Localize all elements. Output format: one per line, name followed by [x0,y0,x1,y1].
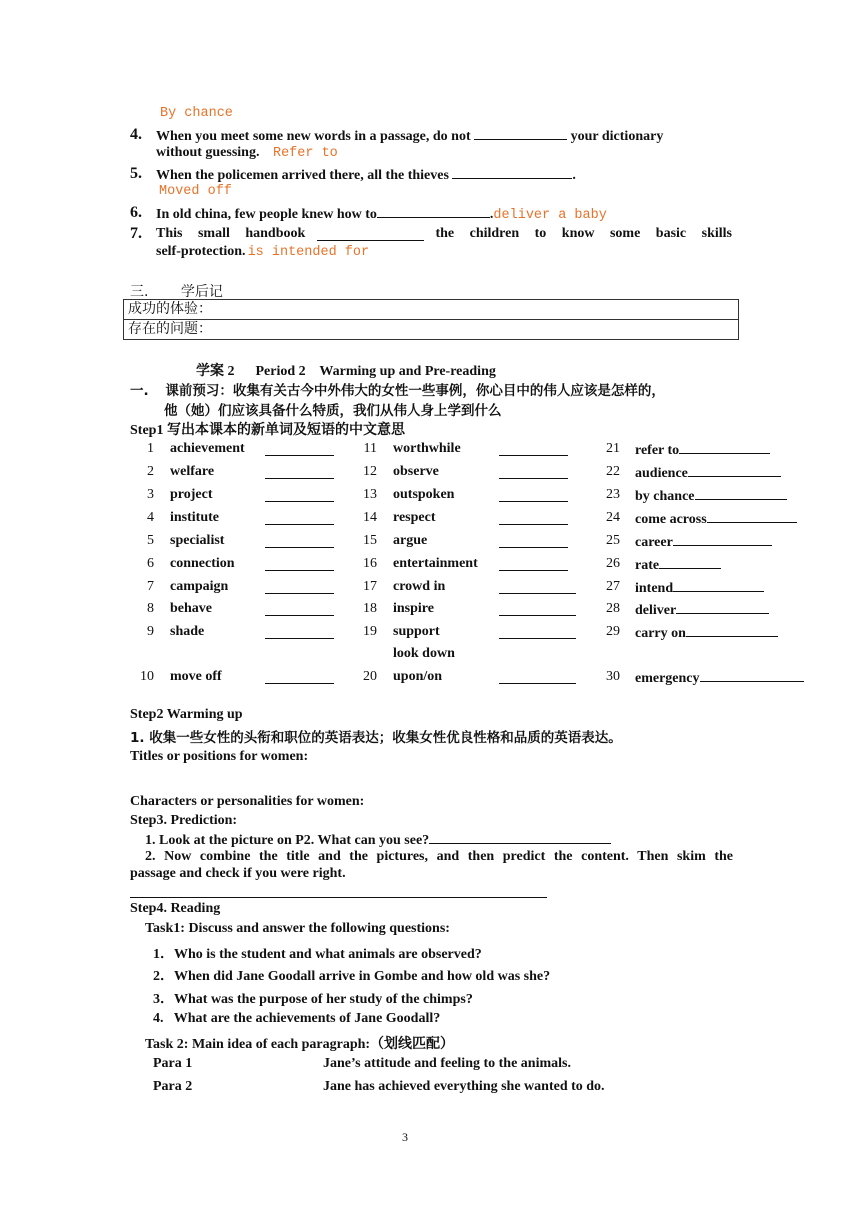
vocab-number: 6 [147,556,154,571]
item-5-end: . [572,168,576,183]
item-4-text-a: When you meet some new words in a passage, do not [156,129,471,144]
vocab-answer-blank[interactable] [265,671,334,684]
vocab-number: 30 [606,669,620,684]
vocab-answer-blank[interactable] [499,603,576,616]
vocab-number: 22 [606,464,620,479]
vocab-word: observe [393,464,439,479]
step3-q2-line2: passage and check if you were right. [130,866,346,881]
vocab-number: 4 [147,510,154,525]
vocab-answer-blank[interactable] [700,669,804,682]
vocab-word: support [393,624,440,639]
task1-question-1: 1．Who is the student and what animals are observed? [153,947,482,962]
step2-item1: 1. 收集一些女性的头衔和职位的英语表达；收集女性优良性格和品质的英语表达。 [130,730,622,746]
vocab-word: entertainment [393,556,478,571]
vocab-word: rate [635,556,721,574]
item-5 [130,165,142,183]
vocab-word: worthwhile [393,441,461,456]
vocab-word: intend [635,579,764,597]
vocab-word: audience [635,464,781,482]
step3-q1-blank[interactable] [429,831,611,844]
page-number: 3 [402,1130,408,1144]
vocab-word: carry on [635,624,778,642]
item-6-text: In old china, few people knew how to [156,207,377,222]
vocab-answer-blank[interactable] [499,671,576,684]
vocab-word: connection [170,556,235,571]
vocab-word: deliver [635,601,769,619]
reflection-table [123,299,739,340]
vocab-answer-blank[interactable] [673,579,764,592]
reflection-row-success[interactable]: 成功的体验： [128,301,212,317]
vocab-number: 12 [363,464,377,479]
vocab-word: emergency [635,669,804,687]
item-4-line2 [156,145,338,161]
item-6-end: . [489,207,494,222]
vocab-answer-blank[interactable] [686,624,778,637]
vocab-answer-blank[interactable] [676,601,769,614]
titles-label: Titles or positions for women: [130,749,309,764]
vocab-answer-blank[interactable] [688,464,781,477]
vocab-number: 17 [363,579,377,594]
vocab-number: 21 [606,441,620,456]
para-1-idea[interactable]: Jane’s attitude and feeling to the animals. [323,1056,571,1071]
reflection-heading [130,281,223,301]
vocab-number: 27 [606,579,620,594]
item-5-number: 5. [130,165,142,182]
item-4-blank[interactable] [474,127,567,140]
reflection-title: 学后记 [180,284,223,300]
item-4-line1 [156,127,663,145]
item-7 [130,225,142,243]
para-2-label: Para 2 [153,1079,193,1094]
item-7-line1 [156,226,732,242]
item-4-number: 4. [130,126,142,143]
vocab-word: behave [170,601,212,616]
answer-item3: By chance [160,106,233,121]
item-4-text-b: your dictionary [570,129,664,144]
answer-item4: Refer to [272,146,338,161]
lesson-title: 学案 2 Period 2 Warming up and Pre-reading [196,364,496,379]
vocab-answer-blank[interactable] [499,489,568,502]
vocab-answer-blank[interactable] [265,512,334,525]
vocab-word: refer to [635,441,770,459]
vocab-number: 9 [147,624,154,639]
vocab-number: 23 [606,487,620,502]
vocab-word: crowd in [393,579,446,594]
vocab-word: institute [170,510,219,525]
vocab-word: upon/on [393,669,443,684]
vocab-word: by chance [635,487,787,505]
vocab-word: move off [170,669,222,684]
vocab-answer-blank[interactable] [499,466,568,479]
step1-title: Step1 写出本课本的新单词及短语的中文意思 [130,423,405,438]
vocab-number: 18 [363,601,377,616]
item-7-text-c: self-protection. [156,244,246,259]
step3-answer-line[interactable] [130,897,547,898]
item-4 [130,126,142,144]
vocab-answer-blank[interactable] [265,489,334,502]
item-5-blank[interactable] [452,166,572,179]
vocab-word: outspoken [393,487,455,502]
vocab-answer-blank[interactable] [265,535,334,548]
item-6-line [156,205,607,223]
vocab-number: 24 [606,510,620,525]
vocab-number: 25 [606,533,620,548]
reflection-row-problems[interactable]: 存在的问题： [124,319,738,339]
vocab-number: 10 [140,669,154,684]
item-4-text-c: without guessing. [156,145,260,160]
step3-title: Step3. Prediction: [130,813,238,828]
vocab-answer-blank[interactable] [673,533,772,546]
item-6 [130,204,142,222]
vocab-answer-blank[interactable] [499,512,568,525]
vocab-word: argue [393,533,428,548]
task1-question-3: 3．What was the purpose of her study of the chimps? [153,992,473,1007]
vocab-answer-blank[interactable] [499,535,568,548]
vocab-answer-blank[interactable] [265,603,334,616]
vocab-word: specialist [170,533,225,548]
vocab-number: 7 [147,579,154,594]
vocab-answer-blank[interactable] [265,466,334,479]
item-7-text-b: the children to know some basic skills [435,226,732,241]
characters-label: Characters or personalities for women: [130,794,365,809]
vocab-answer-blank[interactable] [265,581,334,594]
vocab-number: 29 [606,624,620,639]
vocab-word: project [170,487,213,502]
vocab-answer-blank[interactable] [679,441,770,454]
vocab-number: 15 [363,533,377,548]
task1-question-2: 2．When did Jane Goodall arrive in Gombe and how old was she? [153,969,551,984]
vocab-word: achievement [170,441,245,456]
vocab-word: respect [393,510,436,525]
preview-line1 [130,379,665,399]
vocab-number: 2 [147,464,154,479]
step3-q2-line1: 2. Now combine the title and the pictures, and then predict the content. Then skim the [145,849,733,864]
vocab-word: campaign [170,579,229,594]
item-6-number: 6. [130,204,142,221]
para-1-label: Para 1 [153,1056,193,1071]
vocab-word: welfare [170,464,215,479]
item-7-blank[interactable] [317,228,424,241]
preview-number: 一. [130,383,149,399]
vocab-answer-blank[interactable] [265,626,334,639]
vocab-answer-blank[interactable] [499,558,568,571]
vocab-word: come across [635,510,797,528]
item-7-line2 [156,244,369,260]
vocab-answer-blank[interactable] [707,510,797,523]
preview-line2: 他（她）们应该具备什么特质，我们从伟人身上学到什么 [164,403,502,419]
reflection-number: 三. [130,284,149,300]
answer-item7: is intended for [247,245,370,260]
vocab-answer-blank[interactable] [499,626,576,639]
vocab-number: 28 [606,601,620,616]
item-5-line [156,166,576,184]
vocab-number: 8 [147,601,154,616]
vocab-answer-blank[interactable] [499,581,576,594]
step3-q1 [145,831,611,849]
vocab-number: 19 [363,624,377,639]
para-2-idea[interactable]: Jane has achieved everything she wanted to do. [323,1079,605,1094]
vocab-word: look down [393,646,455,661]
vocab-number: 16 [363,556,377,571]
vocab-word: career [635,533,772,551]
vocab-number: 5 [147,533,154,548]
step3-q1-text: 1. Look at the picture on P2. What can you see? [145,833,430,848]
task1-question-4: 4. What are the achievements of Jane Goodall? [153,1011,441,1026]
step4-title: Step4. Reading [130,901,221,916]
item-7-text-a: This small handbook [156,226,306,241]
preview-text-1: 课前预习：收集有关古今中外伟大的女性一些事例，你心目中的伟人应该是怎样的， [165,383,665,399]
vocab-number: 1 [147,441,154,456]
vocab-number: 20 [363,669,377,684]
vocab-answer-blank[interactable] [265,558,334,571]
item-7-number: 7. [130,225,142,242]
vocab-word: shade [170,624,205,639]
task1-title: Task1: Discuss and answer the following questions: [145,921,450,936]
answer-item5: Moved off [159,184,232,199]
item-5-text: When the policemen arrived there, all the thieves [156,168,449,183]
vocab-number: 26 [606,556,620,571]
item-6-blank[interactable] [377,205,490,218]
task2-title: Task 2: Main idea of each paragraph:（划线匹配） [145,1037,455,1052]
vocab-answer-blank[interactable] [695,487,787,500]
answer-item6: deliver a baby [493,208,607,223]
vocab-number: 13 [363,487,377,502]
vocab-word: inspire [393,601,434,616]
vocab-answer-blank[interactable] [659,556,721,569]
vocab-number: 11 [363,441,377,456]
vocab-answer-blank[interactable] [499,443,568,456]
vocab-answer-blank[interactable] [265,443,334,456]
vocab-number: 14 [363,510,377,525]
step2-title: Step2 Warming up [130,707,243,722]
vocab-number: 3 [147,487,154,502]
